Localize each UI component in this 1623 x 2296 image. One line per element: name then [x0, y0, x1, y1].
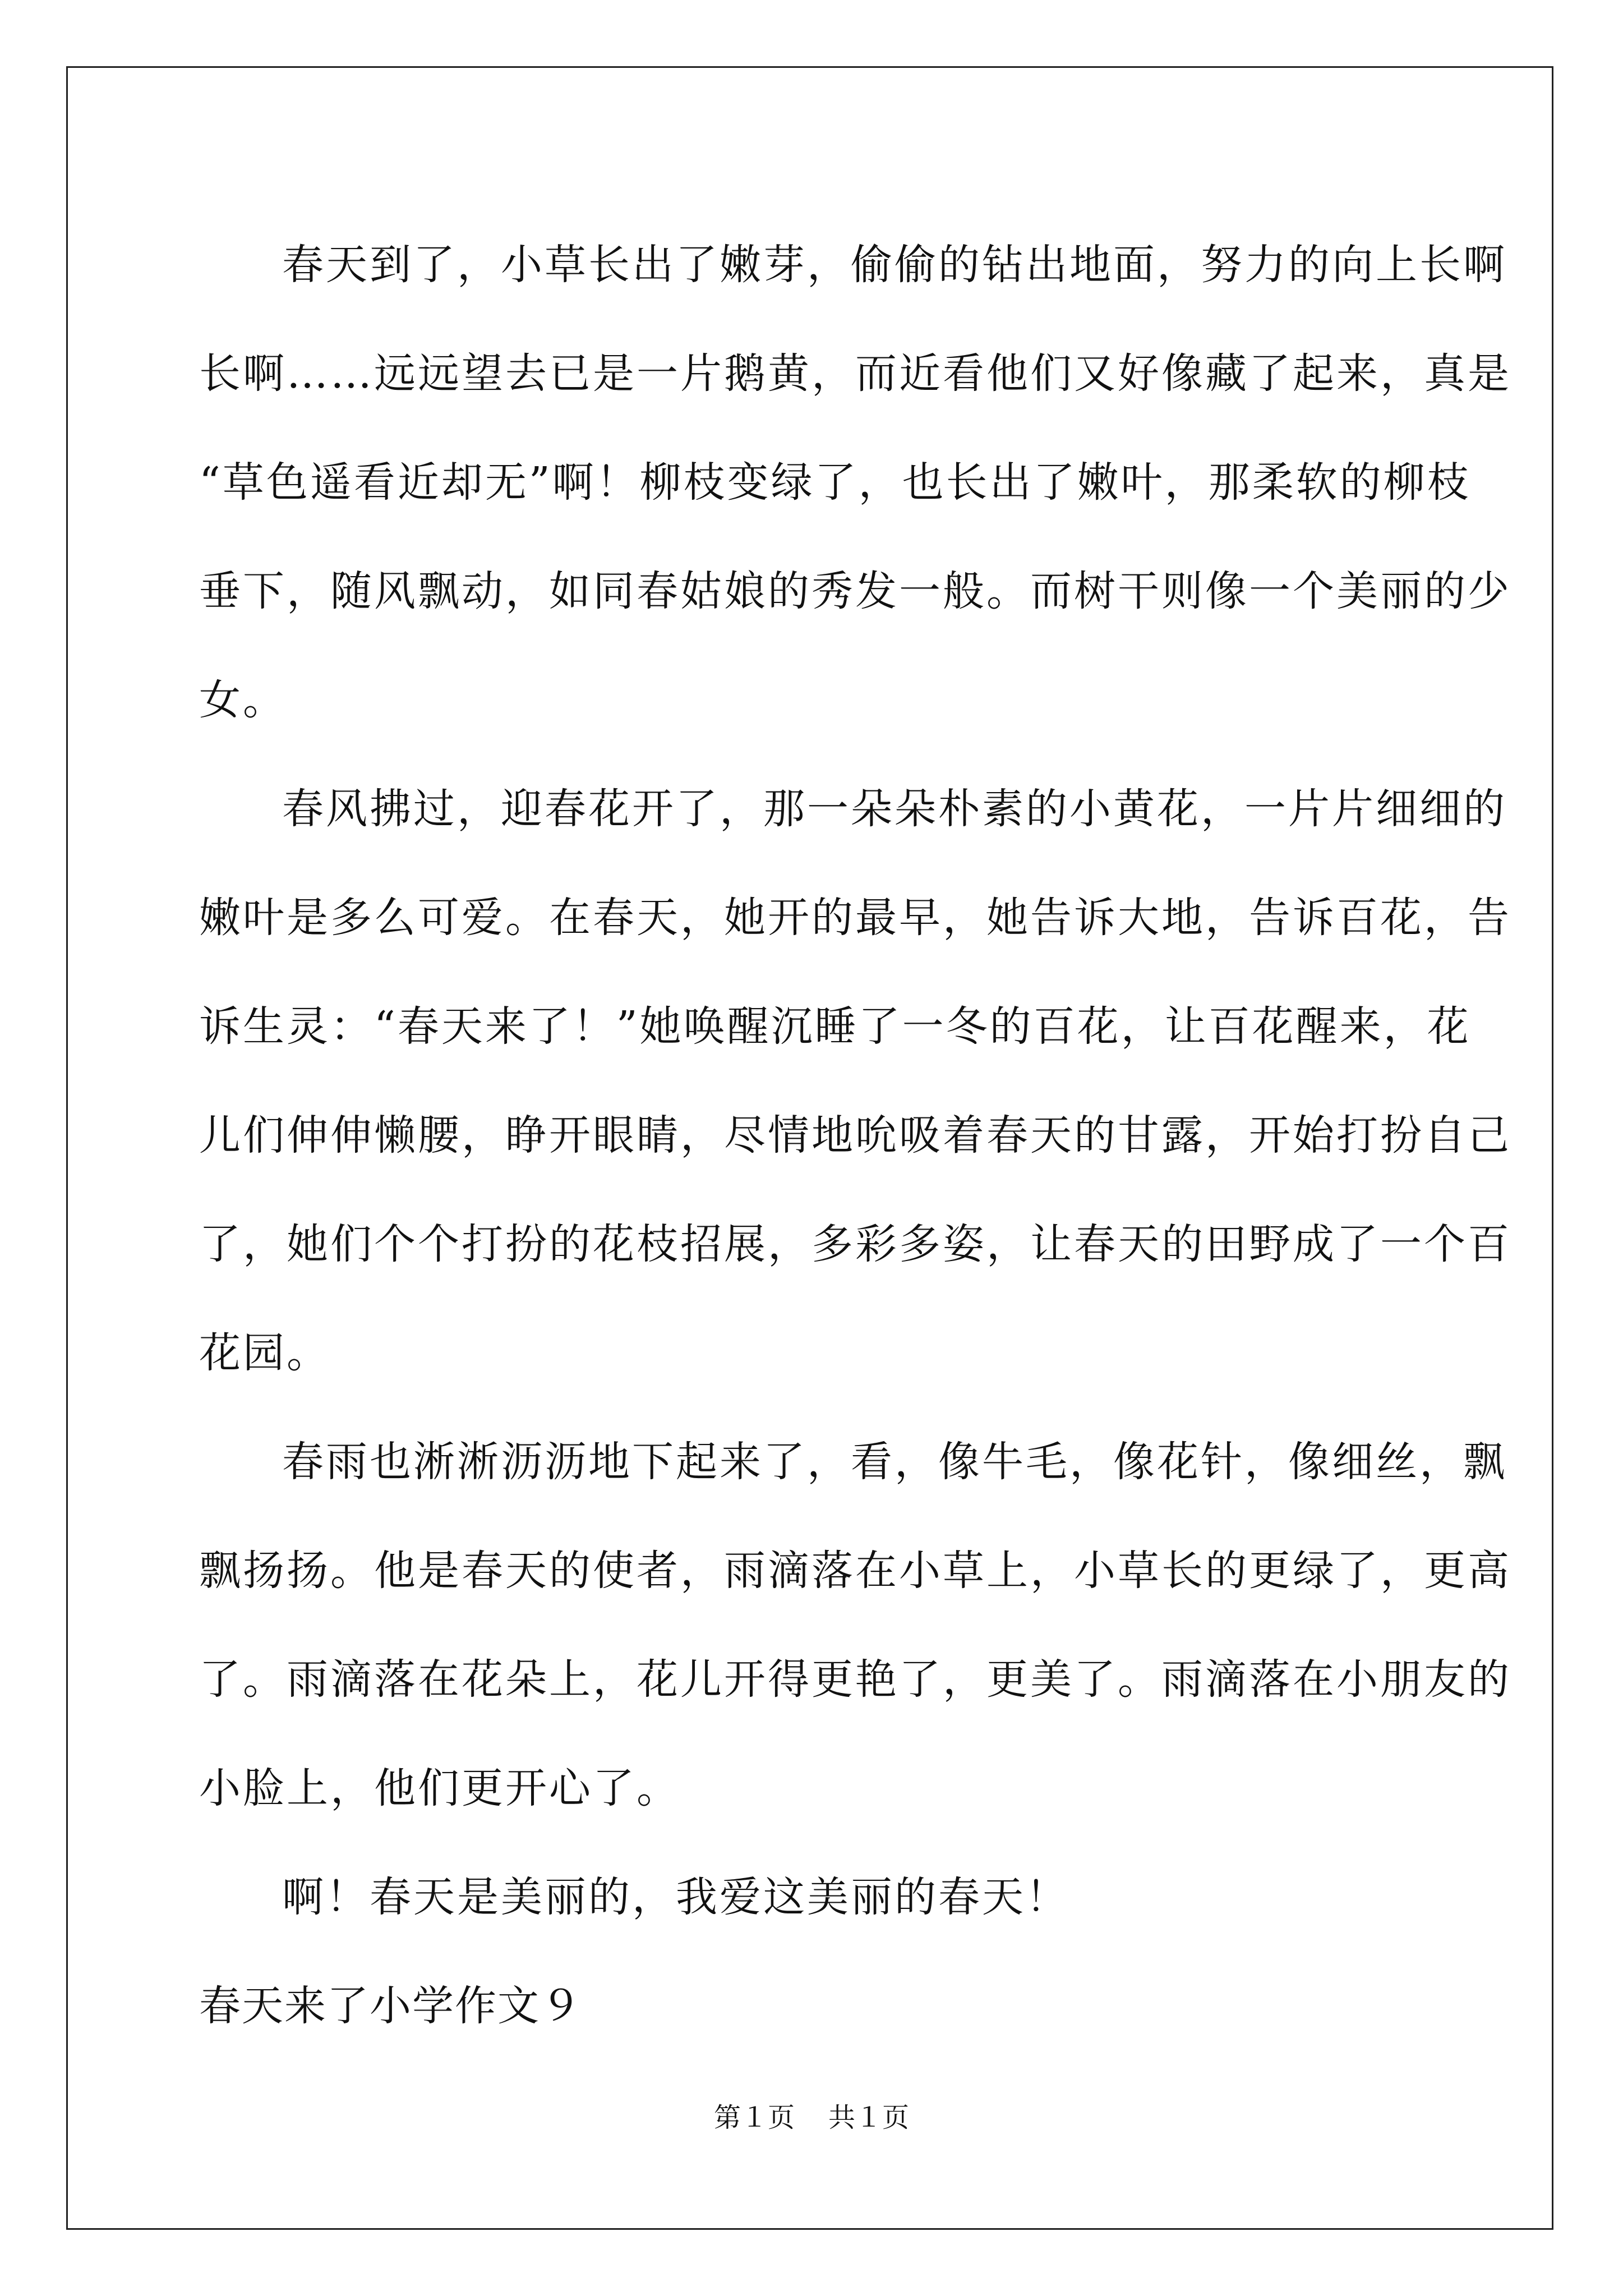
- paragraph-line: “草色遥看近却无”啊！柳枝变绿了，也长出了嫩叶，那柔软的柳枝: [199, 458, 1471, 507]
- page-number: 第１页: [713, 2102, 795, 2133]
- paragraph-4: [199, 1843, 1433, 1952]
- paragraph-line: 啊！春天是美丽的，我爱这美丽的春天！: [282, 1873, 1069, 1921]
- page-footer: [0, 2101, 1623, 2134]
- paragraph-line: 儿们伸伸懒腰，睁开眼睛，尽情地吮吸着春天的甘露，开始打扮自己: [199, 1111, 1511, 1159]
- paragraph-line: 女。: [199, 676, 287, 724]
- paragraph-3: [199, 1407, 1511, 1843]
- paragraph-line: 花园。: [199, 1329, 330, 1377]
- paragraph-1: [199, 210, 1511, 754]
- section-heading: [199, 1952, 1433, 2060]
- paragraph-line: 飘扬扬。他是春天的使者，雨滴落在小草上，小草长的更绿了，更高: [199, 1547, 1511, 1595]
- paragraph-line: 长啊……远远望去已是一片鹅黄，而近看他们又好像藏了起来，真是: [199, 349, 1511, 398]
- paragraph-line: 春风拂过，迎春花开了，那一朵朵朴素的小黄花，一片片细细的: [282, 785, 1507, 833]
- paragraph-line: 了，她们个个打扮的花枝招展，多彩多姿，让春天的田野成了一个百: [199, 1220, 1511, 1268]
- document-body: [199, 210, 1511, 2060]
- paragraph-line: 了。雨滴落在花朵上，花儿开得更艳了，更美了。雨滴落在小朋友的: [199, 1655, 1511, 1704]
- heading-text: 春天来了小学作文９: [199, 1982, 583, 2030]
- paragraph-line: 春天到了，小草长出了嫩芽，偷偷的钻出地面，努力的向上长啊: [282, 241, 1507, 289]
- paragraph-line: 春雨也淅淅沥沥地下起来了，看，像牛毛，像花针，像细丝，飘: [282, 1438, 1507, 1486]
- paragraph-line: 嫩叶是多么可爱。在春天，她开的最早，她告诉大地，告诉百花，告: [199, 894, 1511, 942]
- page-total: 共１页: [828, 2102, 910, 2133]
- paragraph-line: 小脸上，他们更开心了。: [199, 1764, 680, 1812]
- paragraph-2: [199, 754, 1511, 1407]
- paragraph-line: 垂下，随风飘动，如同春姑娘的秀发一般。而树干则像一个美丽的少: [199, 567, 1511, 615]
- paragraph-line: 诉生灵：“春天来了！”她唤醒沉睡了一冬的百花，让百花醒来，花: [199, 1002, 1471, 1051]
